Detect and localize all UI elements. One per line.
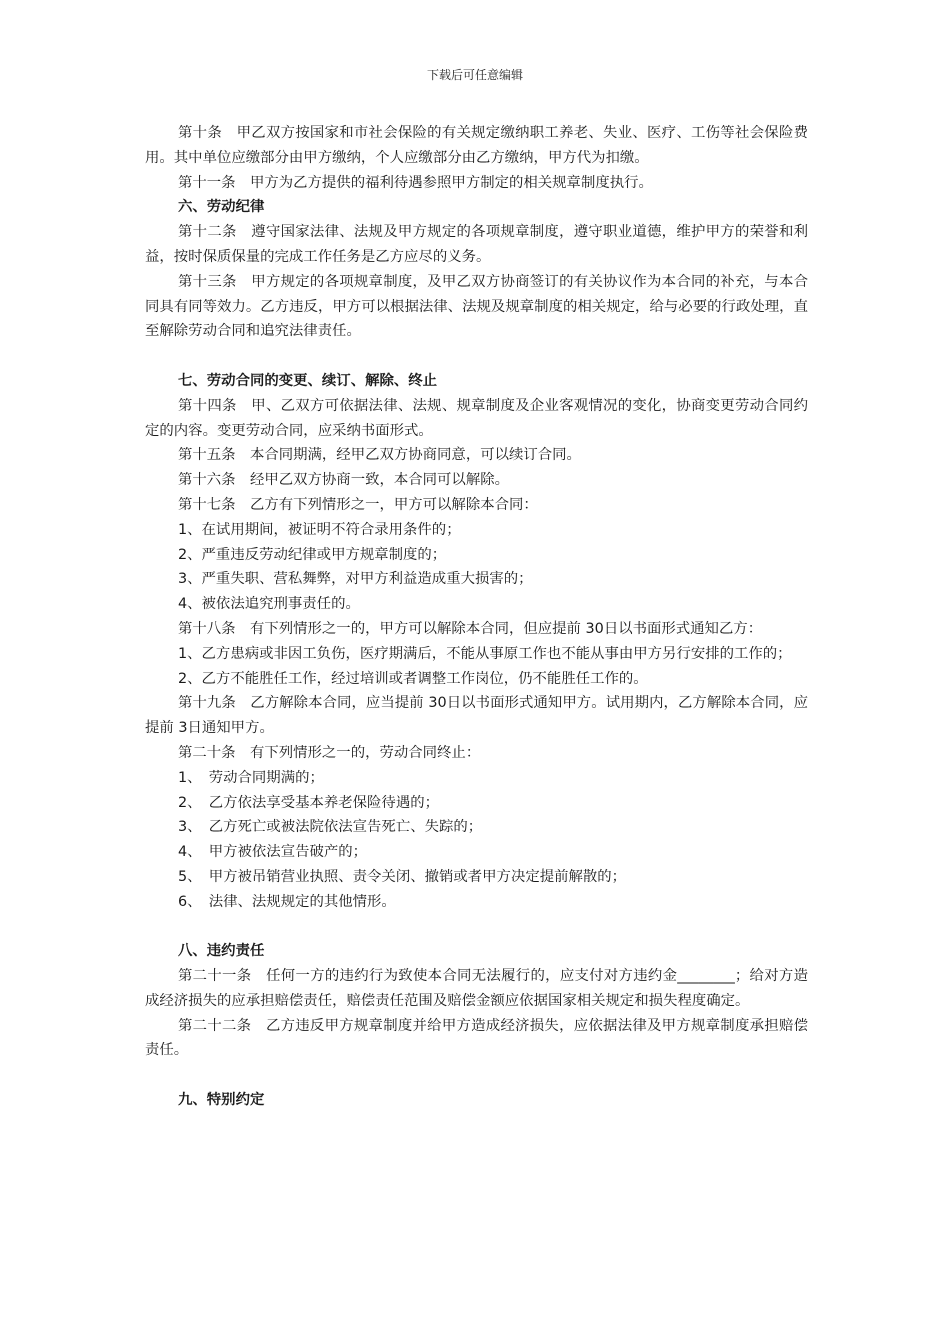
page-header: 下载后可任意编辑: [426, 68, 523, 82]
list-item: 4、 甲方被依法宣告破产的；: [178, 844, 368, 861]
clause-paragraph: 1、乙方患病或非因工负伤，医疗期满后，不能从事原工作也不能从事由甲方另行安排的工作的；: [178, 645, 792, 662]
clause-paragraph: 第二十一条 任何一方的违约行为致使本合同无法履行的，应支付对方违约金________；给对方造成经济损失的应承担赔偿责任，赔偿责任范围及赔偿金额应依据国家相关规定和损失程度确定。: [145, 968, 808, 1009]
blank-line: [145, 344, 808, 369]
clause-paragraph: 第十条 甲乙双方按国家和市社会保险的有关规定缴纳职工养老、失业、医疗、工伤等社会保险费用。其中单位应缴部分由甲方缴纳，个人应缴部分由乙方缴纳，甲方代为扣缴。: [145, 125, 808, 166]
list-item: 1、 劳动合同期满的；: [178, 769, 324, 786]
clause-paragraph: 2、乙方不能胜任工作，经过培训或者调整工作岗位，仍不能胜任工作的。: [178, 670, 648, 687]
blank-line: [145, 1063, 808, 1088]
clause-paragraph: 第十八条 有下列情形之一的，甲方可以解除本合同，但应提前 30日以书面形式通知乙方：: [178, 620, 763, 637]
clause-paragraph: 第十九条 乙方解除本合同，应当提前 30日以书面形式通知甲方。试用期内，乙方解除本合同，应提前 3日通知甲方。: [145, 695, 808, 737]
section-heading: 八、违约责任: [178, 943, 265, 960]
clause-paragraph: 第二十二条 乙方违反甲方规章制度并给甲方造成经济损失，应依据法律及甲方规章制度承担赔偿责任。: [145, 1017, 808, 1059]
list-item: 3、严重失职、营私舞弊，对甲方利益造成重大损害的；: [178, 571, 533, 588]
clause-paragraph: 第十七条 乙方有下列情形之一，甲方可以解除本合同：: [178, 496, 538, 513]
list-item: 5、 甲方被吊销营业执照、责令关闭、撤销或者甲方决定提前解散的；: [178, 868, 627, 885]
list-item: 3、 乙方死亡或被法院依法宣告死亡、失踪的；: [178, 819, 483, 836]
list-item: 1、在试用期间，被证明不符合录用条件的；: [178, 521, 461, 538]
list-item: 4、被依法追究刑事责任的。: [178, 596, 360, 613]
section-heading: 六、劳动纪律: [178, 199, 265, 216]
list-item: 6、 法律、法规规定的其他情形。: [178, 893, 396, 910]
blank-line: [145, 915, 808, 940]
clause-paragraph: 第十一条 甲方为乙方提供的福利待遇参照甲方制定的相关规章制度执行。: [178, 174, 653, 191]
clause-paragraph: 第十五条 本合同期满，经甲乙双方协商同意，可以续订合同。: [178, 447, 581, 464]
section-heading: 七、劳动合同的变更、续订、解除、终止: [178, 372, 438, 389]
list-item: 2、严重违反劳动纪律或甲方规章制度的；: [178, 546, 447, 563]
document-body: [145, 121, 808, 1113]
clause-paragraph: 第二十条 有下列情形之一的，劳动合同终止：: [178, 744, 481, 761]
list-item: 2、 乙方依法享受基本养老保险待遇的；: [178, 794, 439, 811]
clause-paragraph: 第十六条 经甲乙双方协商一致，本合同可以解除。: [178, 472, 509, 489]
section-heading: 九、特别约定: [178, 1092, 265, 1109]
clause-paragraph: 第十四条 甲、乙双方可依据法律、法规、规章制度及企业客观情况的变化，协商变更劳动合同约定的内容。变更劳动合同，应采纳书面形式。: [145, 397, 808, 439]
clause-paragraph: 第十三条 甲方规定的各项规章制度，及甲乙双方协商签订的有关协议作为本合同的补充，与本合同具有同等效力。乙方违反，甲方可以根据法律、法规及规章制度的相关规定，给与必要的行政处理，直至解除劳动合同和追究法律责任。: [145, 273, 808, 340]
clause-paragraph: 第十二条 遵守国家法律、法规及甲方规定的各项规章制度，遵守职业道德，维护甲方的荣誉和利益，按时保质保量的完成工作任务是乙方应尽的义务。: [145, 224, 808, 265]
